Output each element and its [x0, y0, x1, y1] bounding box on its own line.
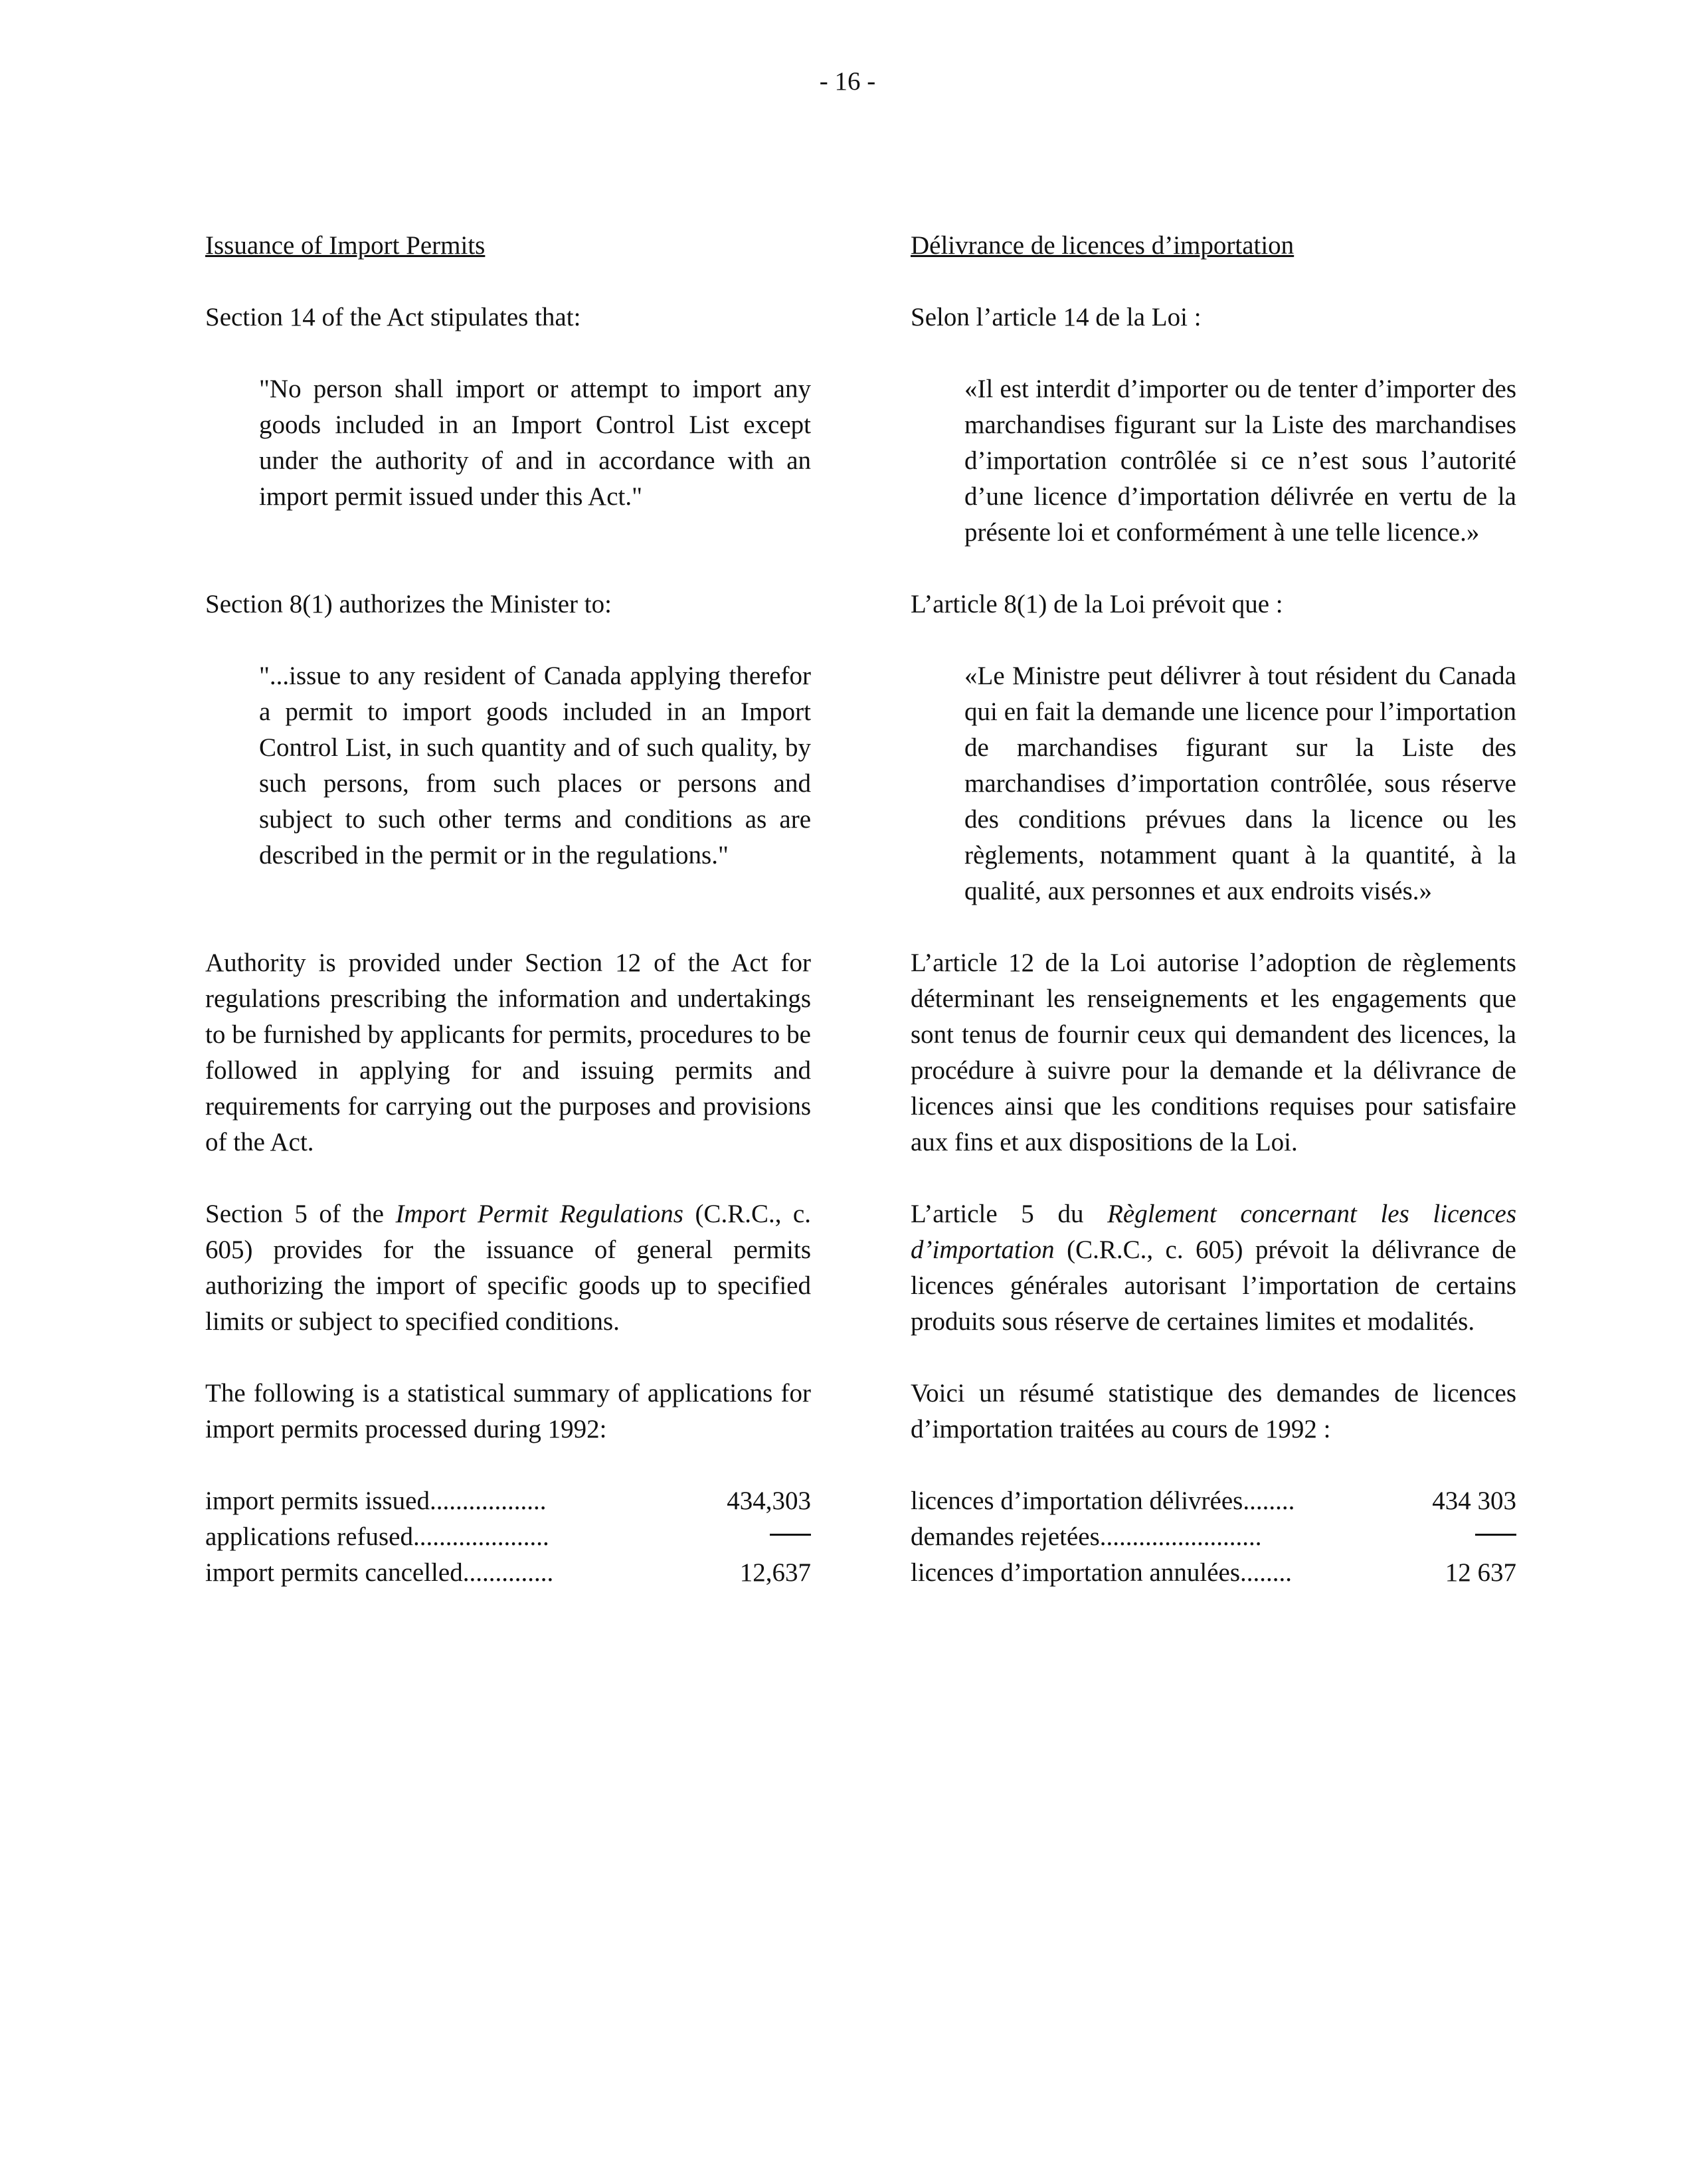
quote-section-14-en: "No person shall import or attempt to import any goods included in an Import Control List except under the authority of and in accordance with an import permit issued under this Act."	[259, 375, 811, 511]
stat-value: 12,637	[739, 1558, 811, 1587]
table-row	[911, 1555, 1516, 1591]
english-column	[205, 228, 811, 1591]
intro-section-14-en: Section 14 of the Act stipulates that:	[205, 303, 581, 331]
statistical-summary-intro-en: The following is a statistical summary of applications for import permits processed during 1992:	[205, 1379, 811, 1443]
table-row	[911, 1483, 1516, 1519]
statistics-table-en	[205, 1483, 811, 1591]
intro-section-14-fr: Selon l’article 14 de la Loi :	[911, 303, 1202, 331]
intro-section-8-fr: L’article 8(1) de la Loi prévoit que :	[911, 590, 1283, 618]
stat-value-dash	[1407, 1519, 1516, 1555]
stat-label: licences d’importation annulées........	[911, 1558, 1292, 1587]
intro-section-8-en: Section 8(1) authorizes the Minister to:	[205, 590, 612, 618]
paragraph-section-12-en: Authority is provided under Section 12 of the Act for regulations prescribing the information and undertakings to be furnished by applicants for permits, procedures to be followed in applying for and issuing permits and requirements for carrying out the purposes and provisions of the Act.	[205, 949, 811, 1156]
dash-mark	[1475, 1534, 1516, 1536]
page-number: - 16 -	[819, 67, 876, 96]
regulations-title-en: Import Permit Regulations	[395, 1200, 683, 1228]
french-column	[911, 228, 1516, 1591]
quote-section-8-fr: «Le Ministre peut délivrer à tout résident du Canada qui en fait la demande une licence pour l’importation de marchandises figurant sur la Liste des marchandises d’importation contrôlée, sous réserve des conditions prévues dans la licence ou les règlements, notamment quant à la quantité, à la qualité, aux personnes et aux endroits visés.»	[964, 662, 1516, 905]
stat-value-dash	[693, 1519, 811, 1555]
paragraph-section-12-fr: L’article 12 de la Loi autorise l’adoption de règlements déterminant les renseignements et les engagements que sont tenus de fournir ceux qui demandent des licences, la procédure à suivre pour la demande et la délivrance de licences ainsi que les conditions requises pour satisfaire aux fins et aux dispositions de la Loi.	[911, 949, 1516, 1156]
quote-section-14-fr: «Il est interdit d’importer ou de tenter d’importer des marchandises figurant sur la Liste des marchandises d’importation contrôlée si ce n’est sous l’autorité d’une licence d’importation délivrée en vertu de la présente loi et conformément à une telle licence.»	[964, 375, 1516, 547]
paragraph-section-5-fr: L’article 5 du Règlement concernant les licences d’importation (C.R.C., c. 605) prévoit la délivrance de licences générales autorisant l’importation de certains produits sous réserve de certaines limites et modalités.	[911, 1200, 1516, 1336]
table-row	[911, 1519, 1516, 1555]
stat-label: import permits issued..................	[205, 1487, 547, 1515]
stat-label: applications refused.....................	[205, 1522, 549, 1551]
stat-value: 434,303	[727, 1487, 811, 1515]
statistics-table-fr	[911, 1483, 1516, 1591]
stat-value: 434 303	[1432, 1487, 1516, 1515]
stat-label: demandes rejetées.........................	[911, 1522, 1262, 1551]
section-heading-fr: Délivrance de licences d’importation	[911, 231, 1294, 260]
stat-value: 12 637	[1445, 1558, 1516, 1587]
dash-mark	[770, 1534, 811, 1536]
table-row	[205, 1555, 811, 1591]
regulations-title-fr: Règlement concernant les licences d’importation	[911, 1200, 1516, 1264]
stat-label: licences d’importation délivrées........	[911, 1487, 1295, 1515]
stat-label: import permits cancelled..............	[205, 1558, 554, 1587]
paragraph-section-5-en: Section 5 of the Import Permit Regulations (C.R.C., c. 605) provides for the issuance of general permits authorizing the import of specific goods up to specified limits or subject to specified conditions.	[205, 1200, 811, 1336]
section-heading-en: Issuance of Import Permits	[205, 231, 486, 260]
quote-section-8-en: "...issue to any resident of Canada applying therefor a permit to import goods included in an Import Control List, in such quantity and of such quality, by such persons, from such places or persons and subject to such other terms and conditions as are described in the permit or in the regulations."	[259, 662, 811, 869]
table-row	[205, 1519, 811, 1555]
table-row	[205, 1483, 811, 1519]
statistical-summary-intro-fr: Voici un résumé statistique des demandes de licences d’importation traitées au cours de 1992 :	[911, 1379, 1516, 1443]
